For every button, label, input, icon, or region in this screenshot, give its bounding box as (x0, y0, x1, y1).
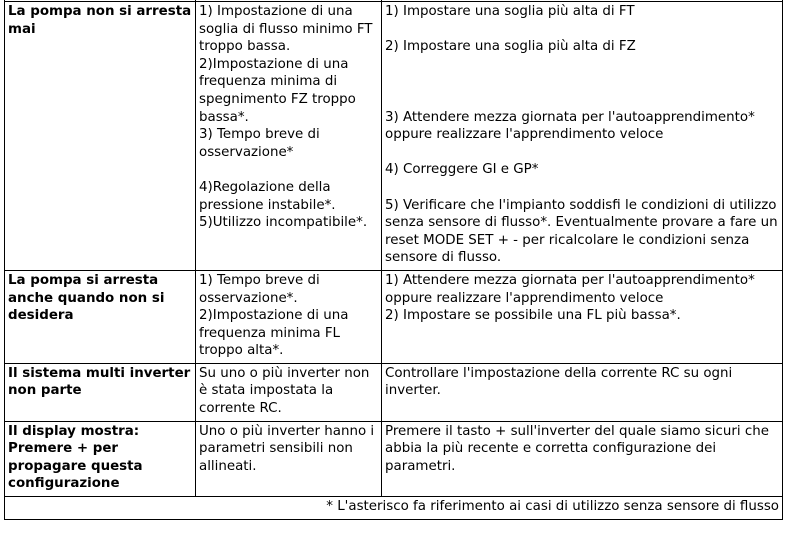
cause-item: 3) Tempo breve di osservazione* (199, 127, 320, 160)
table-row (5, 421, 783, 496)
cause-item: 4)Regolazione della pressione instabile*. (199, 179, 336, 213)
footnote-row (5, 497, 783, 520)
problem-text: La pompa non si arresta mai (8, 4, 192, 37)
remedy-item: 1) Impostare una soglia più alta di FT (385, 4, 635, 19)
spacer (385, 21, 779, 39)
spacer (385, 144, 779, 162)
cause-item: 2)Impostazione di una frequenza minima FL troppo alta*. (199, 308, 349, 359)
remedy-item: 4) Correggere GI e GP* (385, 162, 539, 178)
troubleshooting-table (4, 0, 783, 520)
problem-cell (5, 421, 196, 496)
spacer (385, 179, 779, 197)
spacer (385, 73, 779, 91)
remedy-cell (382, 421, 783, 496)
remedy-item: 1) Attendere mezza giornata per l'autoapprendimento* oppure realizzare l'apprendimento veloce (385, 272, 755, 306)
remedy-cell (382, 270, 783, 363)
problem-text: Il display mostra: Premere + per propagare questa configurazione (8, 423, 143, 492)
problem-cell (5, 2, 196, 271)
remedy-item: 3) Attendere mezza giornata per l'autoapprendimento* oppure realizzare l'apprendimento veloce (385, 109, 755, 143)
remedy-text: Controllare l'impostazione della corrente RC su ogni inverter. (385, 365, 733, 399)
cause-text: Su uno o più inverter non è stata impostata la corrente RC. (199, 365, 370, 417)
table-row (5, 2, 783, 271)
problem-cell (5, 270, 196, 363)
cause-cell (196, 2, 382, 271)
spacer (385, 91, 779, 109)
cause-text: Uno o più inverter hanno i parametri sensibili non allineati. (199, 423, 375, 474)
footnote: * L'asterisco fa riferimento ai casi di utilizzo senza sensore di flusso (5, 497, 783, 520)
remedy-cell (382, 363, 783, 421)
remedy-text: Premere il tasto + sull'inverter del quale siamo sicuri che abbia la più recente e corretta configurazione dei parametri. (385, 423, 769, 474)
remedy-item: 5) Verificare che l'impianto soddisfi le condizioni di utilizzo senza sensore di flusso*. Eventualmente provare a fare un reset MODE SET + - per ricalcolare le condizioni senza sensore di flusso. (385, 197, 778, 266)
cause-cell (196, 270, 382, 363)
remedy-item: 2) Impostare se possibile una FL più bassa*. (385, 308, 681, 324)
table-row (5, 270, 783, 363)
spacer (385, 56, 779, 74)
cause-item: 5)Utilizzo incompatibile*. (199, 215, 368, 231)
cause-item: 1) Tempo breve di osservazione*. (199, 272, 320, 306)
remedy-item: 2) Impostare una soglia più alta di FZ (385, 39, 636, 55)
problem-text: La pompa si arresta anche quando non si desidera (8, 272, 165, 324)
table-row (5, 363, 783, 421)
spacer (199, 161, 378, 179)
cause-cell (196, 363, 382, 421)
cause-cell (196, 421, 382, 496)
cause-item: 2)Impostazione di una frequenza minima di spegnimento FZ troppo bassa*. (199, 56, 356, 125)
remedy-cell (382, 2, 783, 271)
problem-cell (5, 363, 196, 421)
problem-text: Il sistema multi inverter non parte (8, 365, 191, 399)
cause-item: 1) Impostazione di una soglia di flusso minimo FT troppo bassa. (199, 4, 373, 55)
